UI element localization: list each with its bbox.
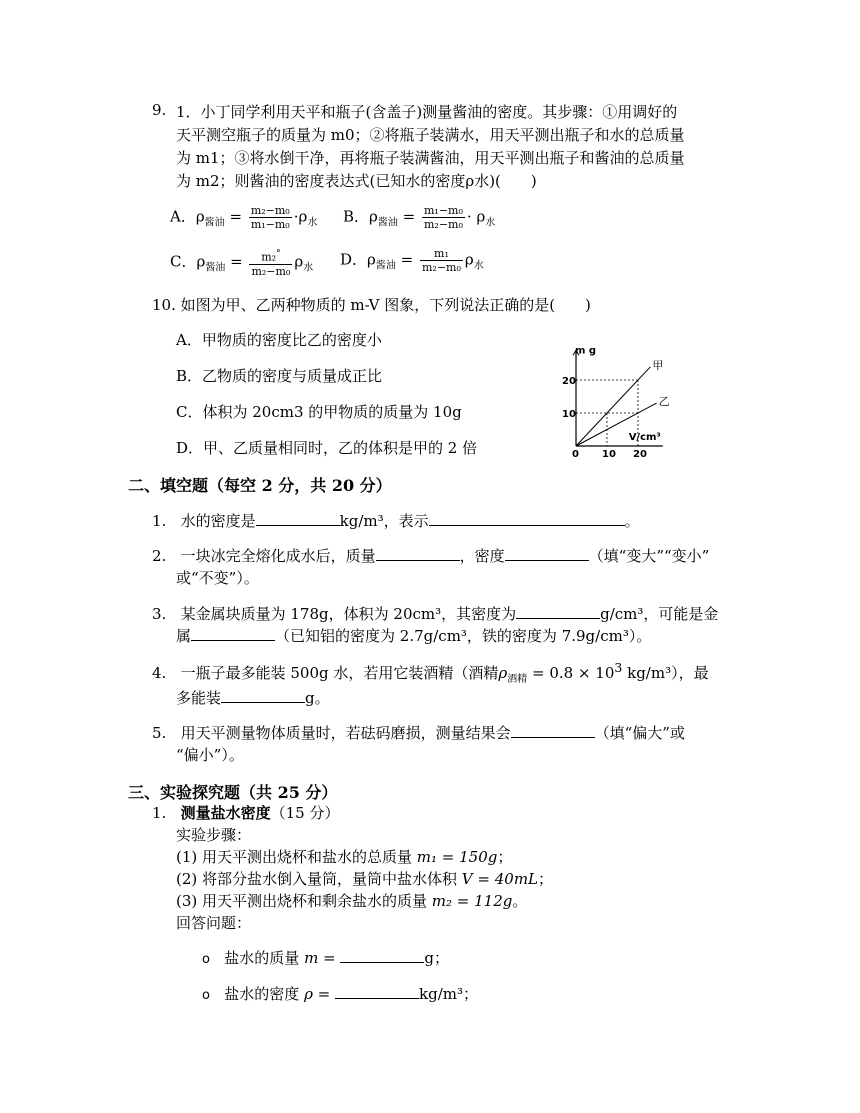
fill-item-4-cont: 多能装 g。 bbox=[176, 689, 330, 707]
y-tick-label: 20 bbox=[562, 376, 576, 387]
steps-label: 实验步骤： bbox=[176, 826, 252, 844]
blank[interactable] bbox=[429, 511, 625, 526]
fill-item-5-cont: “偏小”）。 bbox=[176, 746, 244, 764]
option-b[interactable]: B．乙物质的密度与质量成正比 bbox=[176, 367, 383, 385]
question-text: 10. 如图为甲、乙两种物质的 m-V 图象，下列说法正确的是( ) bbox=[152, 296, 591, 314]
question-text: 为 m2；则酱油的密度表达式(已知水的密度ρ水)( ) bbox=[176, 172, 537, 190]
blank[interactable] bbox=[376, 546, 460, 561]
x-tick-label: 10 bbox=[602, 449, 616, 458]
fill-item-3-cont: 属 （已知铝的密度为 2.7g/cm³，铁的密度为 7.9g/cm³）。 bbox=[176, 627, 652, 645]
step-1: (1) 用天平测出烧杯和盐水的总质量 m₁ = 150g； bbox=[176, 848, 513, 866]
series-label: 甲 bbox=[652, 358, 664, 372]
answer-item-2: o 盐水的密度 ρ = kg/m³； bbox=[202, 985, 478, 1003]
question-text: 1．小丁同学利用天平和瓶子(含盖子)测量酱油的密度。其步骤：①用调好的 bbox=[176, 103, 678, 121]
question-text: 为 m1；③将水倒干净，再将瓶子装满酱油，用天平测出瓶子和酱油的总质量 bbox=[176, 149, 685, 167]
fraction: $\frac{\text{m₂−m₀}}{\text{m₁−m₀}}$ bbox=[250, 204, 290, 231]
fill-item-2: 2. 一块冰完全熔化成水后，质量 ，密度 （填“变大”“变小” bbox=[152, 547, 710, 565]
experiment-title: 1. 测量盐水密度（15 分） bbox=[152, 804, 340, 822]
fraction: $\frac{\text{m₁}}{\text{m₂−m₀}}$ bbox=[422, 247, 461, 274]
answer-item-1: o 盐水的质量 m = g； bbox=[202, 949, 450, 967]
step-3: (3) 用天平测出烧杯和剩余盐水的质量 m₂ = 112g。 bbox=[176, 892, 528, 910]
option-d[interactable]: D．$\rho_{酱油}$ = $\frac{\text{m₁}}{\text{m₂−m₀}}$ $\rho_水$ bbox=[340, 247, 484, 274]
bullet-icon: o bbox=[202, 952, 210, 967]
blank[interactable] bbox=[505, 546, 589, 561]
fill-item-4: 4. 一瓶子最多能装 500g 水，若用它装酒精（酒精$\rho_{酒精} = 0.8 \times 10^3$ kg/m³），最 bbox=[152, 660, 709, 685]
question-number: 9. bbox=[152, 101, 167, 119]
fill-item-1: 1. 水的密度是 kg/m³，表示 。 bbox=[152, 512, 640, 530]
answer-label: 回答问题： bbox=[176, 914, 252, 932]
y-tick-label: 10 bbox=[562, 409, 576, 420]
fraction: $\frac{\text{m₁−m₀}}{\text{m₂−m₀}}$ bbox=[424, 204, 463, 231]
x-tick-label: 20 bbox=[633, 449, 647, 458]
option-a[interactable]: A．$\rho_{酱油}$ = $\frac{\text{m₂−m₀}}{\text{m₁−m₀}}$ $\cdot\rho_水$ bbox=[170, 204, 318, 231]
option-b[interactable]: B．$\rho_{酱油}$ = $\frac{\text{m₁−m₀}}{\text{m₂−m₀}}$ · $\rho_水$ bbox=[343, 204, 496, 231]
blank[interactable] bbox=[191, 626, 275, 641]
blank[interactable] bbox=[335, 984, 419, 999]
y-axis-label: m g bbox=[575, 345, 597, 357]
option-c[interactable]: C．体积为 20cm3 的甲物质的质量为 10g bbox=[176, 403, 462, 421]
option-c[interactable]: C．$\rho_{酱油}$ = $\frac{m_2^\circ}{\text{m₂−m₀}}$ $\rho_水$ bbox=[170, 248, 314, 278]
m-v-chart bbox=[556, 338, 706, 458]
blank[interactable] bbox=[516, 604, 600, 619]
x-axis-label: V/cm³ bbox=[628, 432, 661, 443]
option-d[interactable]: D．甲、乙质量相同时，乙的体积是甲的 2 倍 bbox=[176, 439, 478, 457]
question-text: 天平测空瓶子的质量为 m0；②将瓶子装满水，用天平测出瓶子和水的总质量 bbox=[176, 126, 685, 144]
x-tick-label: 0 bbox=[572, 449, 579, 458]
series-label: 乙 bbox=[658, 395, 670, 409]
bullet-icon: o bbox=[202, 988, 210, 1003]
blank[interactable] bbox=[256, 511, 340, 526]
blank[interactable] bbox=[340, 948, 424, 963]
section-title: 三、实验探究题（共 25 分） bbox=[128, 783, 338, 802]
blank[interactable] bbox=[221, 688, 305, 703]
step-2: (2) 将部分盐水倒入量筒，量筒中盐水体积 V = 40mL； bbox=[176, 870, 554, 888]
fraction: $\frac{m_2^\circ}{\text{m₂−m₀}}$ bbox=[251, 248, 291, 278]
blank[interactable] bbox=[511, 723, 595, 738]
fill-item-2-cont: 或“不变”）。 bbox=[176, 569, 259, 587]
fill-item-3: 3. 某金属块质量为 178g，体积为 20cm³，其密度为 g/cm³，可能是金 bbox=[152, 605, 719, 623]
option-a[interactable]: A．甲物质的密度比乙的密度小 bbox=[176, 331, 382, 349]
fill-item-5: 5. 用天平测量物体质量时，若砝码磨损，测量结果会 （填“偏大”或 bbox=[152, 724, 685, 742]
section-title: 二、填空题（每空 2 分，共 20 分） bbox=[128, 476, 392, 495]
